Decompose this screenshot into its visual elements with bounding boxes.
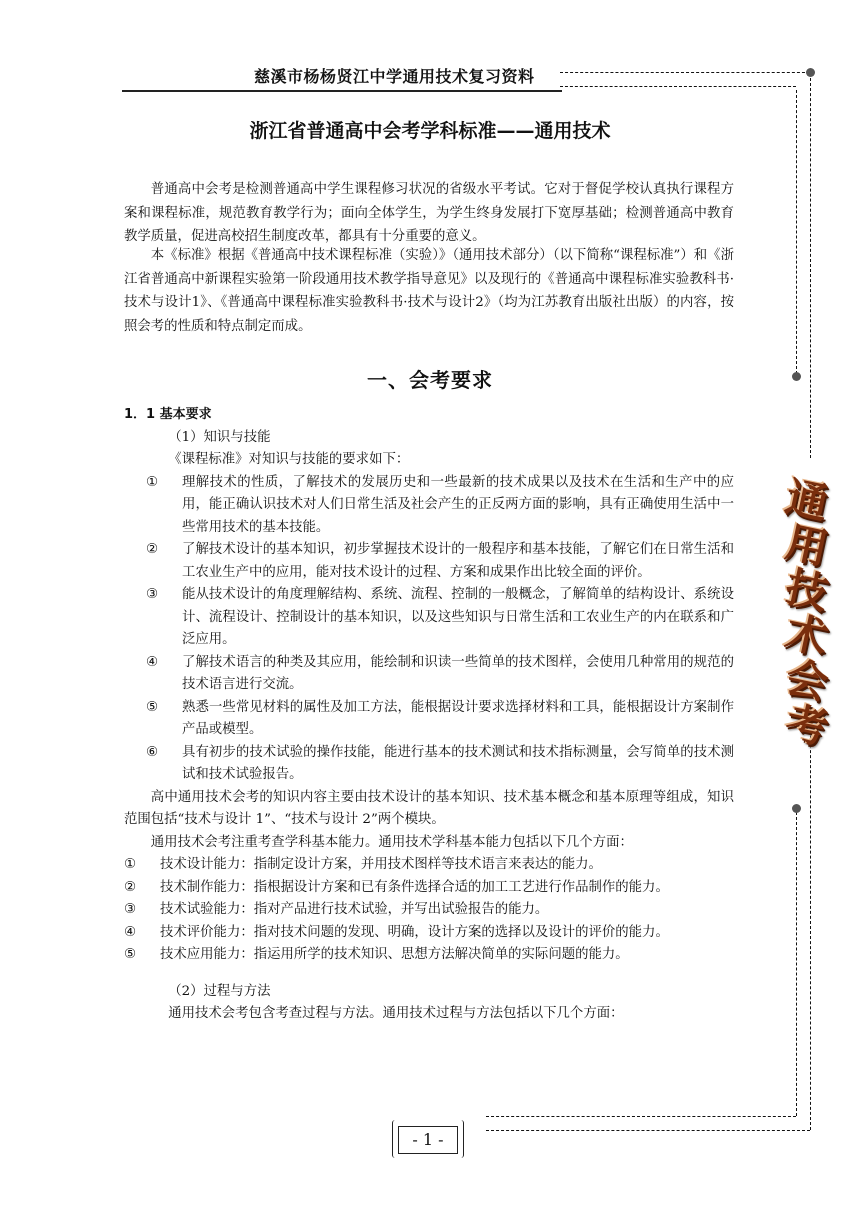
side-char: 考 — [781, 697, 833, 754]
frame-mid-dot-1 — [792, 372, 801, 381]
side-char: 会 — [781, 652, 833, 709]
process-intro: 通用技术会考包含考查过程与方法。通用技术过程与方法包括以下几个方面： — [168, 1006, 624, 1021]
frame-top-dash — [560, 72, 810, 73]
item-text: 了解技术设计的基本知识，初步掌握技术设计的一般程序和基本技能，了解它们在日常生活和工农业生产中的应用，能对技术设计的过程、方案和成果作出比较全面的评价。 — [182, 542, 734, 580]
process-heading: （2）过程与方法 — [168, 983, 271, 999]
item-text: 了解技术语言的种类及其应用，能绘制和识读一些简单的技术图样，会使用几种常用的规范的技术语言进行交流。 — [182, 654, 734, 692]
item-number: ④ — [146, 654, 159, 670]
item-number: ① — [124, 857, 137, 872]
ability-list — [124, 854, 734, 967]
item-text: 技术试验能力：指对产品进行技术试验，并写出试验报告的能力。 — [160, 902, 549, 917]
frame-top-dash-inner — [560, 86, 796, 87]
item-text: 技术制作能力：指根据设计方案和已有条件选择合适的加工工艺进行作品制作的能力。 — [160, 879, 669, 895]
knowledge-list — [124, 472, 734, 787]
list-item — [124, 854, 734, 877]
item-number: ③ — [146, 587, 159, 602]
running-header: 慈溪市杨杨贤江中学通用技术复习资料 — [254, 67, 535, 86]
side-banner — [781, 472, 833, 754]
item-number: ⑥ — [146, 744, 159, 760]
item-text: 能从技术设计的角度理解结构、系统、流程、控制的一般概念，了解简单的结构设计、系统设计、流程设计、控制设计的基本知识，以及这些知识与日常生活和工农业生产的内在联系和广泛应用。 — [182, 587, 734, 647]
item-text: 技术评价能力：指对技术问题的发现、明确，设计方案的选择以及设计的评价的能力。 — [160, 924, 669, 940]
side-char: 术 — [781, 607, 833, 664]
subsection-heading: 1．1 基本要求 — [124, 407, 212, 422]
list-item — [124, 877, 734, 900]
item-text: 熟悉一些常见材料的属性及加工方法，能根据设计要求选择材料和工具，能根据设计方案制作产品或模型。 — [182, 699, 734, 737]
item-number: ④ — [124, 924, 137, 940]
list-item — [124, 472, 734, 540]
item-number: ② — [124, 879, 137, 895]
frame-right-dash-2 — [810, 730, 811, 1130]
scope-paragraph: 高中通用技术会考的知识内容主要由技术设计的基本知识、技术基本概念和基本原理等组成，知识范围包括“技术与设计 1”、“技术与设计 2”两个模块。 — [124, 789, 734, 827]
list-item — [124, 539, 734, 584]
item-number: ⑤ — [146, 699, 159, 715]
item-number: ① — [146, 474, 159, 490]
list-item — [124, 697, 734, 742]
side-char: 通 — [781, 472, 833, 529]
knowledge-heading: （1）知识与技能 — [168, 429, 271, 445]
knowledge-intro: 《课程标准》对知识与技能的要求如下： — [168, 452, 410, 467]
list-item — [124, 944, 734, 967]
side-char: 技 — [781, 562, 833, 619]
list-item — [124, 922, 734, 945]
frame-bottom-dash — [486, 1130, 810, 1131]
item-text: 理解技术的性质，了解技术的发展历史和一些最新的技术成果以及技术在生活和生产中的应用，能正确认识技术对人们日常生活及社会产生的正反两方面的影响，具有正确使用生活中一些常用技术的基本技能。 — [182, 474, 734, 535]
header-rule — [122, 90, 562, 92]
frame-right-dash-1 — [810, 78, 811, 458]
requirements-body — [124, 404, 734, 1026]
item-text: 具有初步的技术试验的操作技能，能进行基本的技术测试和技术指标测量，会写简单的技术测试和技术试验报告。 — [182, 744, 734, 782]
frame-right-dash-1-inner — [796, 90, 797, 374]
list-item — [124, 742, 734, 787]
list-item — [124, 899, 734, 922]
item-number: ⑤ — [124, 947, 137, 962]
frame-bottom-dash-inner — [486, 1116, 796, 1117]
item-text: 技术应用能力：指运用所学的技术知识、思想方法解决简单的实际问题的能力。 — [160, 947, 629, 962]
ability-intro: 通用技术会考注重考查学科基本能力。通用技术学科基本能力包括以下几个方面： — [150, 834, 633, 850]
list-item — [124, 584, 734, 652]
spacer — [124, 967, 734, 981]
intro-paragraph-1: 普通高中会考是检测普通高中学生课程修习状况的省级水平考试。它对于督促学校认真执行课程方案和课程标准，规范教育教学行为；面向全体学生，为学生终身发展打下宽厚基础；检测普通高中教育教学质量，促进高校招生制度改革，都具有十分重要的意义。 — [124, 182, 734, 244]
intro-paragraph-2: 本《标准》根据《普通高中技术课程标准（实验）》（通用技术部分）（以下简称“课程标准”）和《浙江省普通高中新课程实验第一阶段通用技术教学指导意见》以及现行的《普通高中课程标准实验教科书·技术与设计1》、《普通高中课程标准实验教科书·技术与设计2》（均为江苏教育出版社出版）的内容，按照会考的性质和特点制定而成。 — [124, 248, 734, 334]
frame-top-dot — [806, 68, 815, 77]
item-number: ② — [146, 542, 159, 557]
item-text: 技术设计能力：指制定设计方案，并用技术图样等技术语言来表达的能力。 — [160, 857, 602, 872]
frame-mid-dot-2 — [792, 804, 801, 813]
list-item — [124, 652, 734, 697]
section-heading: 一、会考要求 — [367, 368, 493, 392]
item-number: ③ — [124, 902, 137, 917]
document-title: 浙江省普通高中会考学科标准——通用技术 — [249, 120, 611, 142]
frame-right-dash-2-inner — [796, 812, 797, 1116]
side-char: 用 — [781, 517, 833, 574]
page-number: - 1 - — [398, 1126, 458, 1154]
